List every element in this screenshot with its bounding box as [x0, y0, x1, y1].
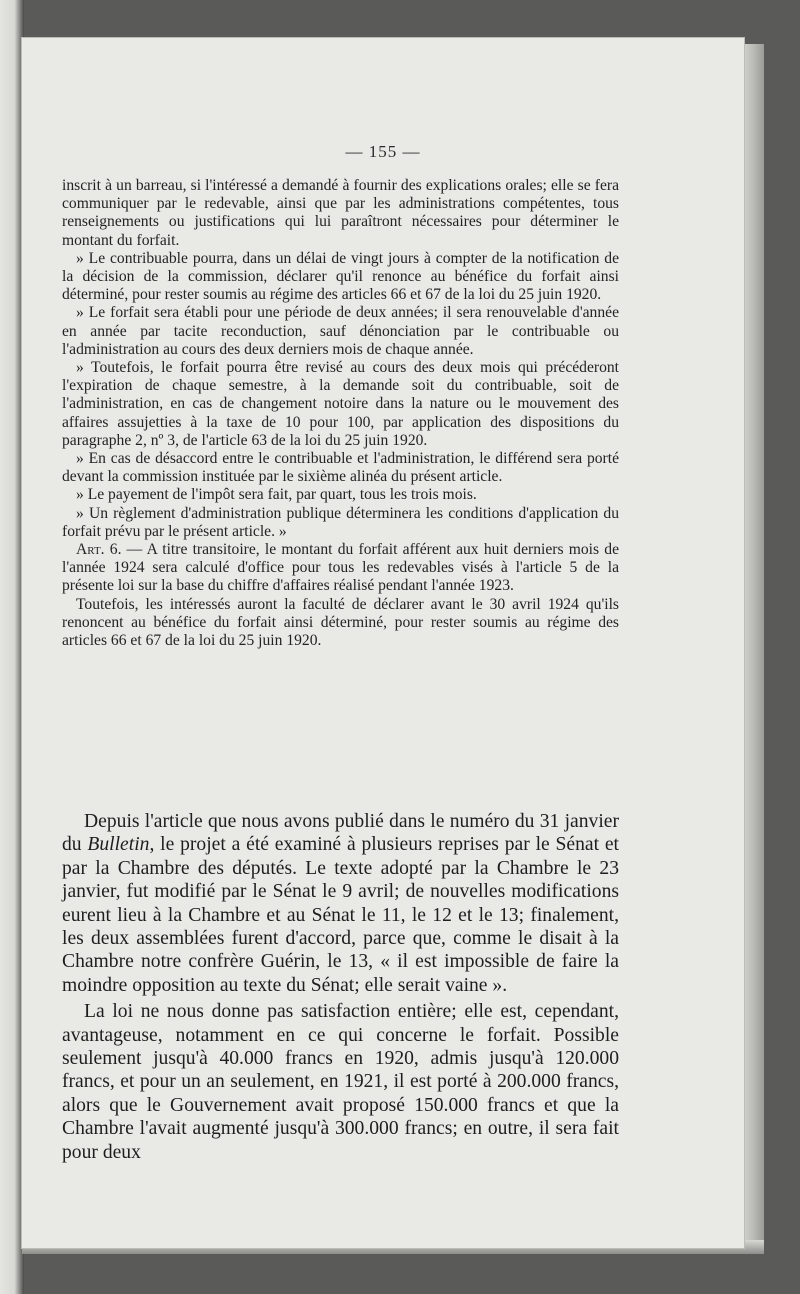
page-stack-edge: [744, 44, 764, 1252]
quoted-paragraph: » En cas de désaccord entre le contribuable et l'administration, le différend sera porté devant la commission instituée par le sixième alinéa du présent article.: [62, 450, 619, 486]
body-text-run: Depuis l'article que nous avons publié dans le numéro du 31 janvier du: [62, 811, 619, 856]
quoted-paragraph: » Le payement de l'impôt sera fait, par quart, tous les trois mois.: [76, 486, 477, 504]
book-page: [22, 38, 744, 1248]
quoted-paragraph: Toutefois, les intéressés auront la faculté de déclarer avant le 30 avril 1924 qu'ils renoncent au bénéfice du forfait ainsi déterminé, pour rester soumis au régime des articles 66 et 67 de la loi du 25 juin 1920.: [62, 595, 619, 650]
body-paragraph: [62, 810, 619, 997]
body-text-run: , le projet a été examiné à plusieurs reprises par le Sénat et par la Chambre des députés. Le texte adopté par la Chambre le 23 janvier, fut modifié par le Sénat le 9 avril; de nouvelles modifications eurent lieu à la Chambre et au Sénat le 11, le 12 et le 13; finalement, les deux assemblées furent d'accord, parce que, comme le disait à la Chambre notre confrère Guérin, le 13, « il est impossible de faire la moindre opposition au texte du Sénat; elle serait vaine ».: [62, 834, 619, 996]
quoted-paragraph: » Le contribuable pourra, dans un délai de vingt jours à compter de la notification de la décision de la commission, déclarer qu'il renonce au bénéfice du forfait ainsi déterminé, pour rester soumis au régime des articles 66 et 67 de la loi du 25 juin 1920.: [62, 249, 619, 304]
article-6-paragraph: [62, 541, 619, 596]
article-text: — A titre transitoire, le montant du forfait afférent aux huit derniers mois de l'année 1924 sera calculé d'office pour tous les redevables visés à l'article 5 de la présente loi sur la base du chiffre d'affaires réalisé pendant l'année 1923.: [62, 541, 619, 595]
article-label: Art. 6.: [76, 541, 122, 559]
quoted-law-text: [62, 177, 619, 650]
quoted-paragraph: » Un règlement d'administration publique déterminera les conditions d'application du forfait prévu par le présent article. »: [62, 504, 619, 540]
body-paragraph: La loi ne nous donne pas satisfaction entière; elle est, cependant, avantageuse, notamment en ce qui concerne le forfait. Possible seulement jusqu'à 40.000 francs en 1920, admis jusqu'à 120.000 francs, et pour un an seulement, en 1921, il est porté à 200.000 francs, alors que le Gouvernement avait proposé 150.000 francs et que la Chambre l'avait augmenté jusqu'à 300.000 francs; en outre, il sera fait pour deux: [62, 1001, 619, 1163]
article-body: [62, 810, 619, 1164]
quoted-paragraph: » Toutefois, le forfait pourra être revisé au cours des deux mois qui précéderont l'expiration de chaque semestre, à la demande soit du contribuable, soit de l'administration, en cas de changement notoire dans la nature ou le mouvement des affaires assujetties à la taxe de 10 pour 100, par application des dispositions du paragraphe 2, nº 3, de l'article 63 de la loi du 25 juin 1920.: [62, 359, 619, 449]
quoted-paragraph: » Le forfait sera établi pour une période de deux années; il sera renouvelable d'année en année par tacite reconduction, sauf dénonciation par le contribuable ou l'administration au cours des deux derniers mois de chaque année.: [62, 304, 619, 358]
adjacent-page-edge: [0, 0, 24, 1294]
quoted-paragraph: inscrit à un barreau, si l'intéressé a demandé à fournir des explications orales; elle se fera communiquer par le redevable, ainsi que par les administrations compétentes, tous renseignements ou justifications qui lui paraîtront nécessaires pour déterminer le montant du forfait.: [62, 177, 619, 249]
page-number: — 155 —: [345, 142, 421, 161]
bulletin-title: Bulletin: [87, 834, 150, 856]
